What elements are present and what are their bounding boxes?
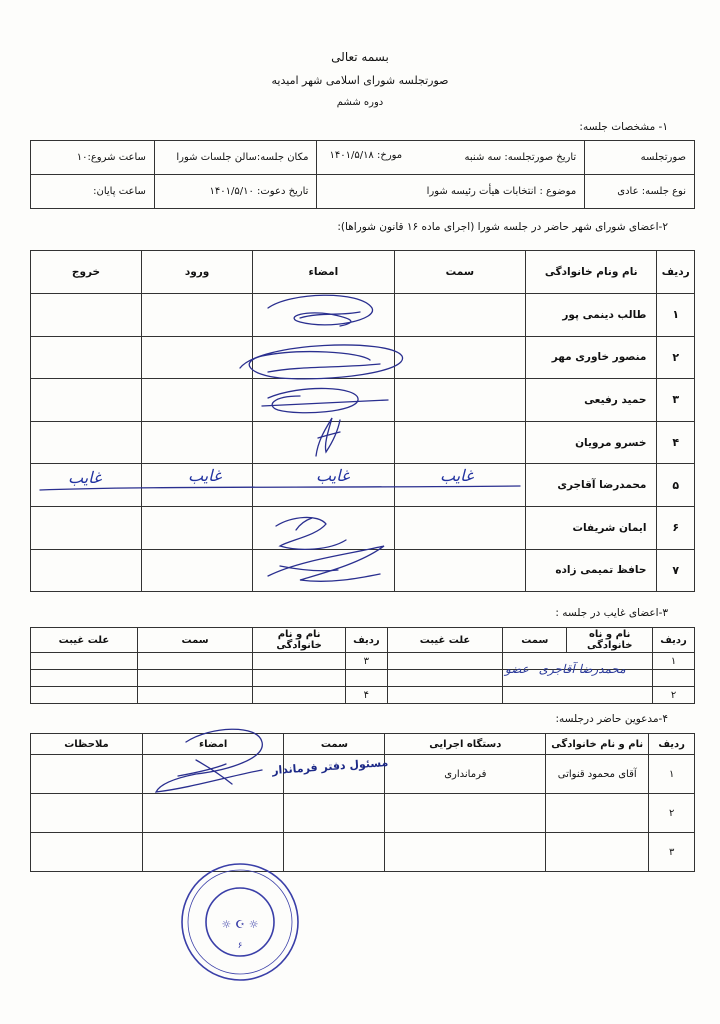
meeting-date-cell [317,141,585,175]
present-members-table [30,250,695,592]
row-number: ۴ [345,687,387,704]
table-row [31,379,695,422]
row-number: ۳ [657,379,695,422]
row-number: ۲ [649,794,695,833]
col-signature: امضاء [253,251,395,294]
col-entry: ورود [142,251,253,294]
col-exit: خروج [31,251,142,294]
meeting-place: مکان جلسه:سالن جلسات شورا [154,141,317,175]
meeting-dated: مورخ: ۱۴۰۱/۵/۱۸ [329,150,403,161]
col-role: سمت [137,628,253,653]
absent-mark: غایب [316,466,350,485]
svg-text:۶: ۶ [237,941,243,951]
absent-role: عضو [505,662,529,676]
member-name: حمید رفیعی [526,379,657,422]
section4-title: ۴-مدعوین حاضر درجلسه: [555,713,668,725]
member-name: خسرو مرویان [526,421,657,464]
table-row [31,464,695,507]
col-role: سمت [394,251,525,294]
table-row [31,670,695,687]
invitees-header-row [31,734,695,755]
official-seal-stamp [178,860,302,984]
col-absence-reason: علت غیبت [387,628,502,653]
col-row-no: ردیف [657,251,695,294]
section2-title: ۲-اعضای شورای شهر حاضر در جلسه شورا (اجرای ماده ۱۶ قانون شوراها): [337,221,668,233]
col-role: سمت [503,628,567,653]
absent-name: محمدرضا آقاجری [538,662,626,676]
col-row-no: ردیف [649,734,695,755]
member-name: حافظ تمیمی زاده [526,549,657,592]
start-time: ساعت شروع:۱۰ [31,141,155,175]
basmala: بسمه تعالی [331,50,389,64]
table-row [31,294,695,337]
col-name: نام و نام خانوادگی [253,628,346,653]
col-row-no: ردیف [653,628,695,653]
absent-members-table [30,627,695,704]
table-row [31,653,695,670]
table-row [31,833,695,872]
col-name: نام و ناه خانوادگی [567,628,653,653]
row-number: ۳ [649,833,695,872]
col-name: نام ونام خانوادگی [526,251,657,294]
col-organization: دستگاه اجرایی [385,734,546,755]
table-row [31,755,695,794]
table-row [31,421,695,464]
table-row [31,506,695,549]
invitee-role-handwritten: مسئول دفتر فرماندار [271,755,389,778]
council-term: دوره ششم [336,97,384,108]
meeting-subject: موضوع : انتخابات هیأت رئیسه شورا [317,175,585,209]
row-number: ۲ [657,336,695,379]
row-number: ۳ [345,653,387,670]
member-name: ایمان شریفات [526,506,657,549]
absent-mark: غایب [68,468,102,487]
row-number: ۱ [653,653,695,670]
meeting-date: تاریخ صورتجلسه: سه شنبه [464,152,577,163]
member-name: محمدرضا آقاجری [526,464,657,507]
minutes-label: صورتجلسه [585,141,695,175]
invitees-table [30,733,695,872]
table-row [31,336,695,379]
invitee-name: آقای محمود قنواتی [546,755,649,794]
col-absence-reason: علت غیبت [31,628,138,653]
invitation-date: تاریخ دعوت: ۱۴۰۱/۵/۱۰ [154,175,317,209]
row-number: ۱ [649,755,695,794]
col-signature: امضاء [142,734,283,755]
table-row [31,687,695,704]
absent-name-cell [503,653,653,670]
col-name: نام و نام خانوادگی [546,734,649,755]
members-header-row [31,251,695,294]
meeting-type: نوع جلسه: عادی [585,175,695,209]
member-name: طالب دینمی پور [526,294,657,337]
row-number: ۶ [657,506,695,549]
row-number: ۱ [657,294,695,337]
section3-title: ۳-اعضای غایب در جلسه : [555,607,668,619]
member-name: منصور خاوری مهر [526,336,657,379]
invitee-org: فرمانداری [385,755,546,794]
document-title: صورتجلسه شورای اسلامی شهر امیدیه [271,74,449,87]
table-row [31,549,695,592]
section1-title: ۱- مشخصات جلسه: [579,121,668,133]
col-row-no: ردیف [345,628,387,653]
col-remarks: ملاحظات [31,734,143,755]
row-number: ۲ [653,687,695,704]
meeting-info-table [30,140,695,209]
table-row [31,794,695,833]
absent-mark: غایب [440,466,474,485]
col-role: سمت [284,734,385,755]
row-number: ۷ [657,549,695,592]
absent-mark: غایب [188,466,222,485]
svg-text:☼ ☪ ☼: ☼ ☪ ☼ [221,918,259,931]
absent-header-row [31,628,695,653]
row-number: ۴ [657,421,695,464]
row-number: ۵ [657,464,695,507]
end-time: ساعت پایان: [31,175,155,209]
